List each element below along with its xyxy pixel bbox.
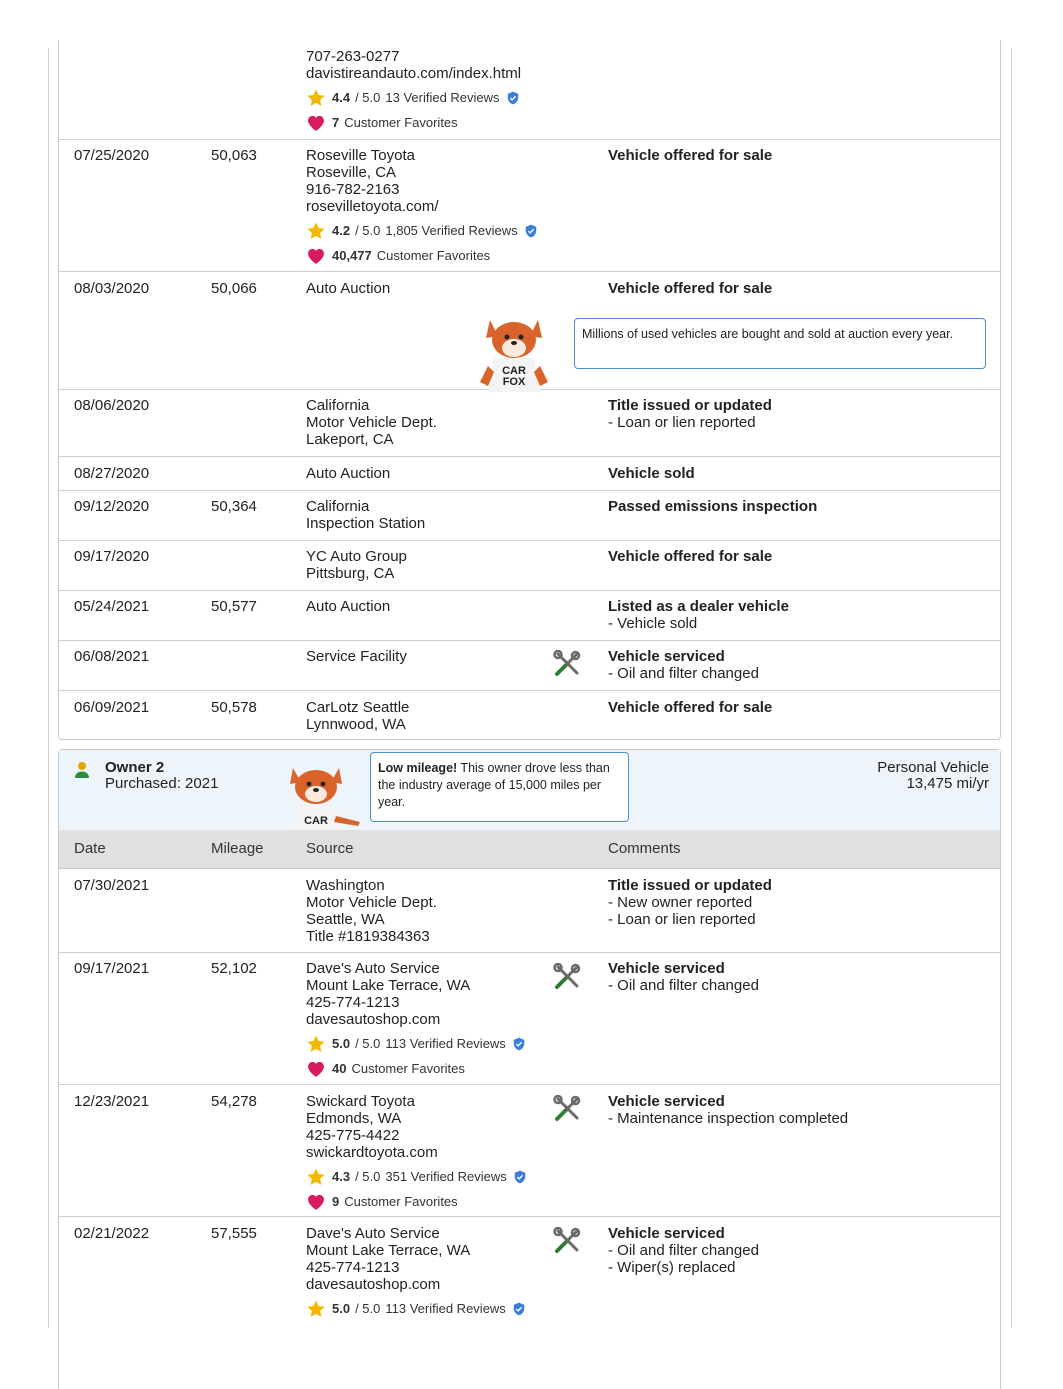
comment-cell [608, 397, 988, 431]
source-cell [306, 1225, 556, 1319]
source-name: Service Facility [306, 648, 407, 665]
comment-cell [608, 648, 988, 682]
source-name: Motor Vehicle Dept. [306, 894, 437, 911]
favorites-count: 40,477 [332, 248, 372, 263]
verified-shield-icon [506, 91, 520, 105]
favorites [306, 113, 556, 133]
source-name: Auto Auction [306, 465, 391, 482]
mileage-cell: 50,577 [211, 598, 257, 615]
review-count: 113 Verified Reviews [385, 1036, 506, 1051]
table-row [59, 272, 1000, 390]
comment-title: Vehicle sold [608, 465, 695, 482]
source-name: Dave's Auto Service [306, 1225, 440, 1242]
comment-item: - Wiper(s) replaced [608, 1259, 736, 1276]
owner2-history-card [58, 749, 1001, 1389]
comment-title: Title issued or updated [608, 397, 772, 414]
rating-score: 4.2 [332, 223, 351, 238]
comment-cell [608, 960, 988, 994]
mileage-cell: 50,063 [211, 147, 257, 164]
mileage-cell: 50,066 [211, 280, 257, 297]
star-icon [306, 88, 326, 108]
source-location: Mount Lake Terrace, WA [306, 1242, 471, 1259]
star-icon [306, 1167, 326, 1187]
rating[interactable] [306, 88, 556, 108]
mileage-cell: 57,555 [211, 1225, 257, 1242]
review-count: 351 Verified Reviews [385, 1169, 507, 1184]
source-cell [306, 498, 556, 532]
verified-shield-icon [512, 1037, 526, 1051]
review-count: 1,805 Verified Reviews [385, 223, 518, 238]
source-location: Roseville, CA [306, 164, 397, 181]
date-cell: 09/12/2020 [74, 498, 150, 515]
rating-scale: / 5.0 [355, 1036, 381, 1051]
rating-score: 4.3 [332, 1169, 351, 1184]
source-cell [306, 1093, 556, 1212]
source-location: Mount Lake Terrace, WA [306, 977, 471, 994]
source-name: Auto Auction [306, 280, 391, 297]
mileage-cell: 50,578 [211, 699, 257, 716]
rating[interactable] [306, 1299, 556, 1319]
favorites-label: Customer Favorites [344, 115, 458, 130]
comment-title: Vehicle offered for sale [608, 699, 773, 716]
date-cell: 07/30/2021 [74, 877, 150, 894]
owner-purchased: Purchased: 2021 [105, 775, 219, 792]
table-row [59, 491, 1000, 541]
comment-item: - Oil and filter changed [608, 977, 759, 994]
favorites [306, 246, 556, 266]
svg-text:FOX: FOX [502, 376, 526, 388]
comment-title: Listed as a dealer vehicle [608, 598, 789, 615]
favorites-label: Customer Favorites [351, 1061, 465, 1076]
review-count: 113 Verified Reviews [385, 1301, 506, 1316]
verified-shield-icon [512, 1302, 526, 1316]
comment-title: Vehicle serviced [608, 648, 725, 665]
comment-title: Vehicle offered for sale [608, 548, 773, 565]
source-location: Pittsburg, CA [306, 565, 395, 582]
svg-text:CAR: CAR [304, 815, 328, 827]
comment-item: - Oil and filter changed [608, 665, 759, 682]
favorites-count: 7 [332, 115, 340, 130]
star-icon [306, 221, 326, 241]
source-name: Washington [306, 877, 385, 894]
table-row [59, 953, 1000, 1085]
tip-heading: Low mileage! [378, 761, 458, 775]
source-website[interactable]: davistireandauto.com/index.html [306, 65, 522, 82]
date-cell: 08/03/2020 [74, 280, 150, 297]
source-cell [306, 548, 556, 582]
source-location: Lynnwood, WA [306, 716, 406, 733]
source-phone: 425-775-4422 [306, 1127, 400, 1144]
verified-shield-icon [524, 224, 538, 238]
service-wrench-icon [553, 1227, 581, 1255]
comment-cell [608, 1093, 988, 1127]
source-cell [306, 877, 556, 945]
comment-item: - New owner reported [608, 894, 753, 911]
mileage-cell: 54,278 [211, 1093, 257, 1110]
title-number: Title #1819384363 [306, 928, 430, 945]
source-website[interactable]: swickardtoyota.com [306, 1144, 438, 1161]
table-row [59, 40, 1000, 140]
comment-title: Vehicle serviced [608, 1225, 725, 1242]
service-wrench-icon [553, 963, 581, 991]
table-row [59, 641, 1000, 691]
carfox-mascot-icon [281, 760, 363, 830]
source-website[interactable]: davesautoshop.com [306, 1011, 441, 1028]
source-location: Lakeport, CA [306, 431, 394, 448]
table-row [59, 869, 1000, 953]
heart-icon [306, 1192, 326, 1212]
comment-item: - Maintenance inspection completed [608, 1110, 849, 1127]
star-icon [306, 1034, 326, 1054]
rating-score: 5.0 [332, 1036, 351, 1051]
rating-scale: / 5.0 [355, 90, 381, 105]
rating-scale: / 5.0 [355, 223, 381, 238]
comment-item: - Vehicle sold [608, 615, 698, 632]
source-phone: 916-782-2163 [306, 181, 400, 198]
comment-item: - Loan or lien reported [608, 911, 756, 928]
star-icon [306, 1299, 326, 1319]
source-cell [306, 280, 556, 297]
favorites-label: Customer Favorites [344, 1194, 458, 1209]
column-header-mileage: Mileage [211, 840, 264, 857]
heart-icon [306, 113, 326, 133]
source-name: CarLotz Seattle [306, 699, 410, 716]
comment-cell [608, 877, 988, 928]
comment-title: Vehicle serviced [608, 1093, 725, 1110]
comment-title: Title issued or updated [608, 877, 772, 894]
date-cell: 02/21/2022 [74, 1225, 150, 1242]
source-phone: 707-263-0277 [306, 48, 400, 65]
date-cell: 07/25/2020 [74, 147, 150, 164]
table-row [59, 591, 1000, 641]
rating-scale: / 5.0 [355, 1169, 381, 1184]
auction-tip-box: Millions of used vehicles are bought and sold at auction every year. [574, 318, 986, 369]
date-cell: 12/23/2021 [74, 1093, 150, 1110]
source-name: Dave's Auto Service [306, 960, 440, 977]
source-name: Auto Auction [306, 598, 391, 615]
rating[interactable] [306, 1034, 556, 1054]
column-header-comments: Comments [608, 840, 681, 857]
table-row [59, 390, 1000, 457]
owner1-history-card [58, 40, 1001, 740]
source-name: Roseville Toyota [306, 147, 415, 164]
date-cell: 08/27/2020 [74, 465, 150, 482]
source-name: California [306, 498, 370, 515]
favorites-count: 40 [332, 1061, 347, 1076]
service-wrench-icon [553, 1095, 581, 1123]
source-name: Motor Vehicle Dept. [306, 414, 437, 431]
favorites-label: Customer Favorites [376, 248, 491, 263]
source-name: Inspection Station [306, 515, 426, 532]
source-phone: 425-774-1213 [306, 994, 400, 1011]
comment-title: Vehicle offered for sale [608, 280, 773, 297]
date-cell: 09/17/2020 [74, 548, 150, 565]
owner-person-icon [74, 761, 90, 779]
verified-shield-icon [513, 1170, 527, 1184]
comment-title: Passed emissions inspection [608, 498, 818, 515]
source-cell [306, 397, 556, 448]
favorites [306, 1192, 556, 1212]
tip-text: This owner drove less than the industry average of 15,000 miles per year. [378, 761, 610, 809]
heart-icon [306, 1059, 326, 1079]
column-header-source: Source [306, 840, 354, 857]
comment-item: - Loan or lien reported [608, 414, 756, 431]
source-website[interactable]: davesautoshop.com [306, 1276, 441, 1293]
source-location: Seattle, WA [306, 911, 385, 928]
vehicle-type: Personal Vehicle [877, 759, 989, 776]
carfox-mascot-icon [474, 310, 554, 392]
source-website[interactable]: rosevilletoyota.com/ [306, 198, 439, 215]
comment-cell [608, 598, 988, 632]
source-location: Edmonds, WA [306, 1110, 402, 1127]
source-name: YC Auto Group [306, 548, 407, 565]
rating-score: 4.4 [332, 90, 351, 105]
table-row [59, 691, 1000, 740]
date-cell: 06/08/2021 [74, 648, 150, 665]
mileage-cell: 52,102 [211, 960, 257, 977]
mileage-cell: 50,364 [211, 498, 257, 515]
comment-item: - Oil and filter changed [608, 1242, 759, 1259]
rating-score: 5.0 [332, 1301, 351, 1316]
owner-header [59, 750, 1000, 831]
source-cell [306, 147, 556, 266]
date-cell: 08/06/2020 [74, 397, 150, 414]
comment-cell [608, 1225, 988, 1276]
low-mileage-tip-box [370, 752, 629, 822]
table-row [59, 457, 1000, 491]
source-cell [306, 48, 556, 133]
date-cell: 05/24/2021 [74, 598, 150, 615]
table-header [59, 830, 1000, 869]
rating[interactable] [306, 221, 556, 241]
column-header-date: Date [74, 840, 106, 857]
favorites-count: 9 [332, 1194, 340, 1209]
table-row [59, 1085, 1000, 1217]
source-cell [306, 960, 556, 1079]
owner-title: Owner 2 [105, 759, 165, 776]
source-cell [306, 699, 556, 733]
date-cell: 06/09/2021 [74, 699, 150, 716]
table-row [59, 1217, 1000, 1337]
annual-mileage: 13,475 mi/yr [906, 775, 989, 792]
source-phone: 425-774-1213 [306, 1259, 400, 1276]
date-cell: 09/17/2021 [74, 960, 150, 977]
table-row [59, 140, 1000, 272]
comment-title: Vehicle offered for sale [608, 147, 773, 164]
favorites [306, 1059, 556, 1079]
source-name: California [306, 397, 370, 414]
source-name: Swickard Toyota [306, 1093, 415, 1110]
rating[interactable] [306, 1167, 556, 1187]
service-wrench-icon [553, 650, 581, 678]
svg-text:CAR: CAR [502, 365, 526, 377]
rating-scale: / 5.0 [355, 1301, 381, 1316]
table-row [59, 541, 1000, 591]
heart-icon [306, 246, 326, 266]
review-count: 13 Verified Reviews [385, 90, 500, 105]
comment-title: Vehicle serviced [608, 960, 725, 977]
